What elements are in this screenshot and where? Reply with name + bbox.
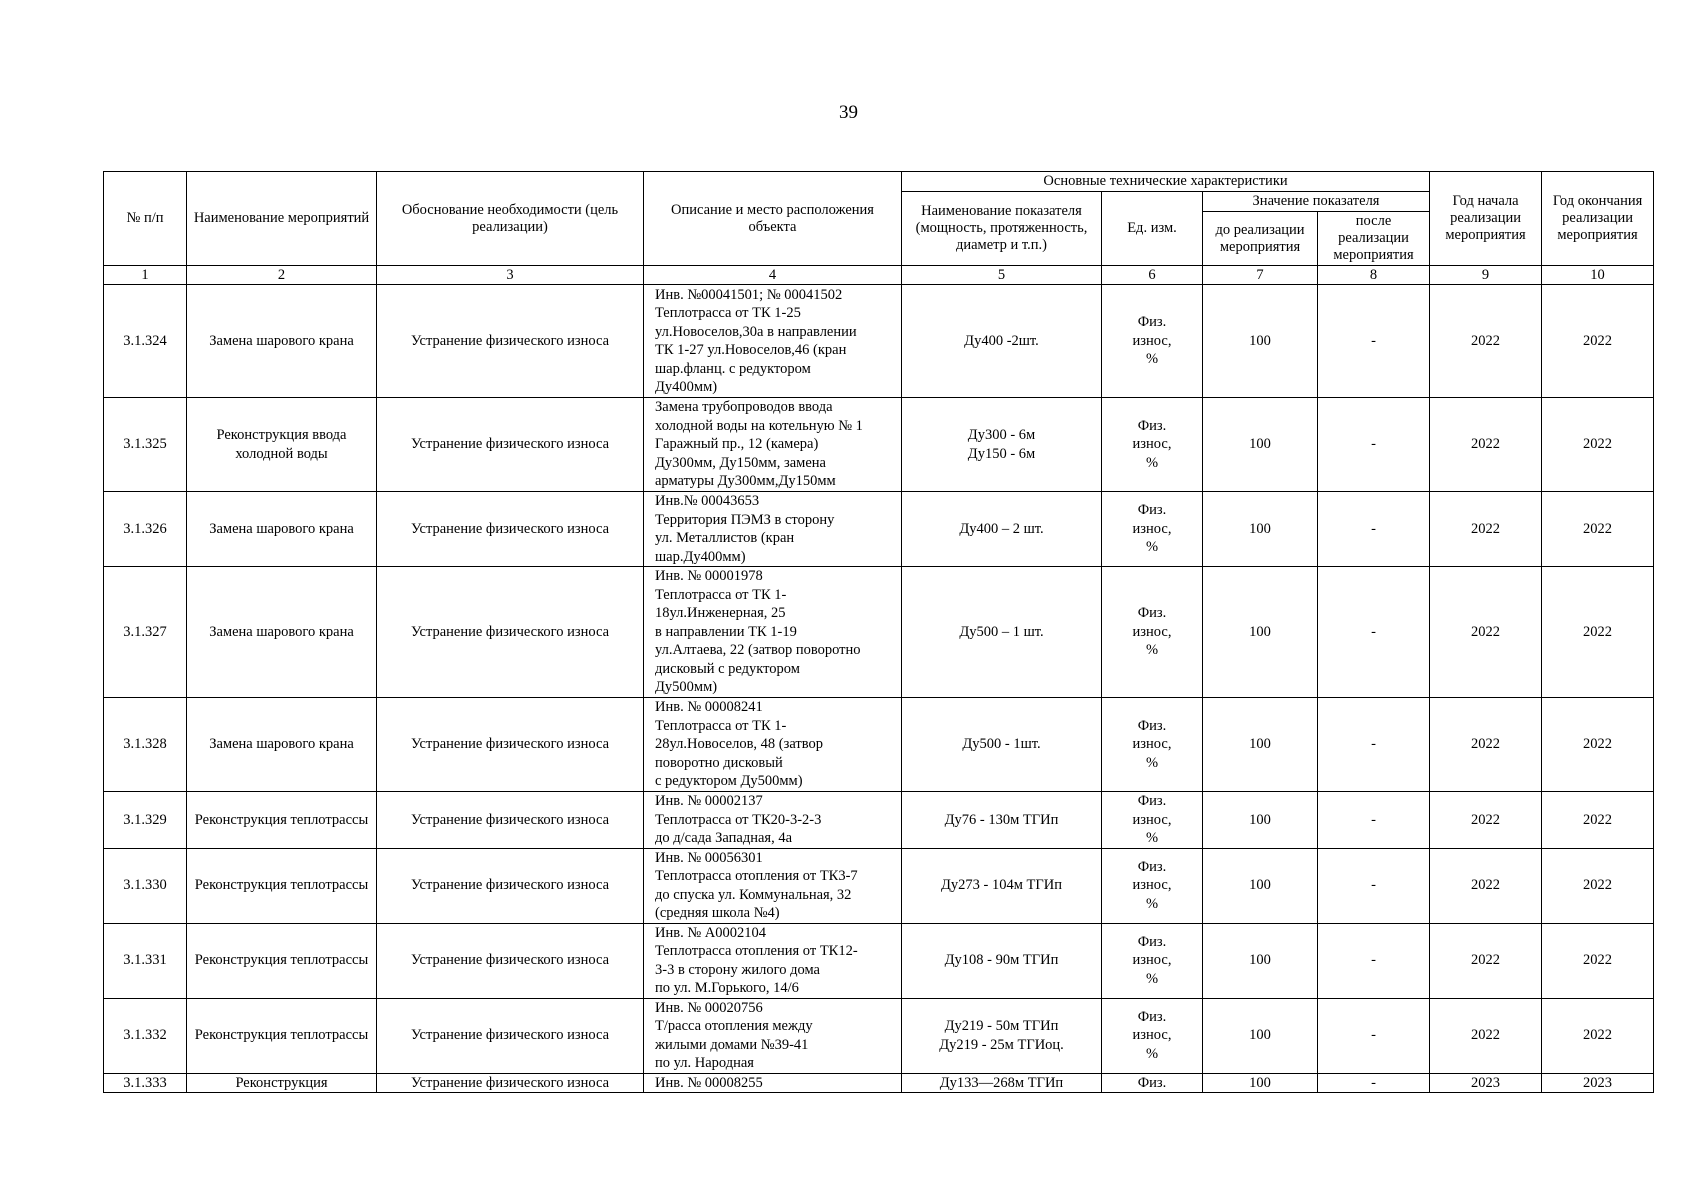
cell-description: Замена трубопроводов ввода холодной воды на котельную № 1 Гаражный пр., 12 (камера) Ду300мм, Ду150мм, замена арматуры Ду300мм,Ду150мм <box>644 398 902 492</box>
cell-indicator: Ду300 - 6м Ду150 - 6м <box>902 398 1102 492</box>
cell-year-start: 2022 <box>1430 492 1542 567</box>
cell-description: Инв. № 00056301 Теплотрасса отопления от ТК3-7 до спуска ул. Коммунальная, 32 (средняя школа №4) <box>644 848 902 923</box>
cell-year-start: 2022 <box>1430 923 1542 998</box>
cell-reason: Устранение физического износа <box>377 285 644 398</box>
cell-measure-name: Реконструкция теплотрассы <box>187 923 377 998</box>
table-row <box>104 398 1654 492</box>
cell-description: Инв.№ 00043653 Территория ПЭМЗ в сторону ул. Металлистов (кран шар.Ду400мм) <box>644 492 902 567</box>
cell-year-end: 2022 <box>1542 698 1654 792</box>
cell-description: Инв. №00041501; № 00041502 Теплотрасса от ТК 1-25 ул.Новоселов,30а в направлении ТК 1-27 ул.Новоселов,46 (кран шар.фланц. с редуктором Ду400мм) <box>644 285 902 398</box>
cell-row-number: 3.1.325 <box>104 398 187 492</box>
cell-value-before: 100 <box>1203 792 1318 849</box>
cell-unit: Физ. износ, % <box>1102 398 1203 492</box>
cell-measure-name: Реконструкция теплотрассы <box>187 848 377 923</box>
cell-reason: Устранение физического износа <box>377 1073 644 1093</box>
cell-indicator: Ду108 - 90м ТГИп <box>902 923 1102 998</box>
measures-table <box>103 171 1654 1093</box>
cell-reason: Устранение физического износа <box>377 792 644 849</box>
cell-reason: Устранение физического износа <box>377 998 644 1073</box>
cell-year-start: 2022 <box>1430 848 1542 923</box>
cell-year-end: 2022 <box>1542 848 1654 923</box>
table-row <box>104 1073 1654 1093</box>
cell-measure-name: Реконструкция ввода холодной воды <box>187 398 377 492</box>
column-number: 10 <box>1542 266 1654 285</box>
cell-year-end: 2022 <box>1542 492 1654 567</box>
cell-row-number: 3.1.330 <box>104 848 187 923</box>
cell-value-after: - <box>1318 698 1430 792</box>
cell-value-before: 100 <box>1203 492 1318 567</box>
cell-indicator: Ду273 - 104м ТГИп <box>902 848 1102 923</box>
cell-row-number: 3.1.326 <box>104 492 187 567</box>
cell-unit: Физ. износ, % <box>1102 492 1203 567</box>
column-number: 2 <box>187 266 377 285</box>
cell-value-after: - <box>1318 923 1430 998</box>
column-number: 8 <box>1318 266 1430 285</box>
cell-year-end: 2022 <box>1542 285 1654 398</box>
cell-row-number: 3.1.327 <box>104 567 187 698</box>
header-name: Наименование мероприятий <box>187 172 377 266</box>
cell-unit: Физ. <box>1102 1073 1203 1093</box>
cell-measure-name: Замена шарового крана <box>187 567 377 698</box>
page-number: 39 <box>839 102 858 123</box>
column-number: 3 <box>377 266 644 285</box>
cell-row-number: 3.1.329 <box>104 792 187 849</box>
cell-year-end: 2022 <box>1542 792 1654 849</box>
header-description: Описание и место расположения объекта <box>644 172 902 266</box>
header-num: № п/п <box>104 172 187 266</box>
cell-year-start: 2022 <box>1430 698 1542 792</box>
cell-description: Инв. № 00001978 Теплотрасса от ТК 1- 18ул.Инженерная, 25 в направлении ТК 1-19 ул.Алтаева, 22 (затвор поворотно дисковый с редуктором Ду500мм) <box>644 567 902 698</box>
cell-description: Инв. № 00020756 Т/расса отопления между жилыми домами №39-41 по ул. Народная <box>644 998 902 1073</box>
table-container <box>103 171 1643 1097</box>
cell-year-end: 2022 <box>1542 398 1654 492</box>
cell-year-end: 2022 <box>1542 923 1654 998</box>
table-row <box>104 998 1654 1073</box>
cell-value-before: 100 <box>1203 998 1318 1073</box>
cell-unit: Физ. износ, % <box>1102 923 1203 998</box>
cell-unit: Физ. износ, % <box>1102 567 1203 698</box>
cell-indicator: Ду219 - 50м ТГИп Ду219 - 25м ТГИоц. <box>902 998 1102 1073</box>
header-year-start: Год начала реализации мероприятия <box>1430 172 1542 266</box>
cell-indicator: Ду400 – 2 шт. <box>902 492 1102 567</box>
table-body <box>104 285 1654 1093</box>
table-row <box>104 698 1654 792</box>
header-unit: Ед. изм. <box>1102 192 1203 266</box>
cell-unit: Физ. износ, % <box>1102 998 1203 1073</box>
table-row <box>104 923 1654 998</box>
cell-value-after: - <box>1318 492 1430 567</box>
table-row <box>104 567 1654 698</box>
cell-indicator: Ду133—268м ТГИп <box>902 1073 1102 1093</box>
cell-row-number: 3.1.331 <box>104 923 187 998</box>
cell-indicator: Ду400 -2шт. <box>902 285 1102 398</box>
cell-row-number: 3.1.332 <box>104 998 187 1073</box>
cell-value-before: 100 <box>1203 698 1318 792</box>
cell-description: Инв. № 00008255 <box>644 1073 902 1093</box>
table-row <box>104 285 1654 398</box>
cell-reason: Устранение физического износа <box>377 848 644 923</box>
column-number: 7 <box>1203 266 1318 285</box>
cell-description: Инв. № А0002104 Теплотрасса отопления от ТК12- 3-3 в сторону жилого дома по ул. М.Горького, 14/6 <box>644 923 902 998</box>
cell-value-after: - <box>1318 998 1430 1073</box>
cell-reason: Устранение физического износа <box>377 398 644 492</box>
column-number: 5 <box>902 266 1102 285</box>
cell-description: Инв. № 00002137 Теплотрасса от ТК20-3-2-3 до д/сада Западная, 4а <box>644 792 902 849</box>
cell-indicator: Ду500 - 1шт. <box>902 698 1102 792</box>
cell-value-before: 100 <box>1203 923 1318 998</box>
cell-year-end: 2022 <box>1542 998 1654 1073</box>
cell-value-before: 100 <box>1203 398 1318 492</box>
cell-unit: Физ. износ, % <box>1102 848 1203 923</box>
cell-year-start: 2022 <box>1430 792 1542 849</box>
header-year-end: Год окончания реализации мероприятия <box>1542 172 1654 266</box>
cell-unit: Физ. износ, % <box>1102 285 1203 398</box>
cell-indicator: Ду500 – 1 шт. <box>902 567 1102 698</box>
header-reason: Обоснование необходимости (цель реализации) <box>377 172 644 266</box>
column-number: 6 <box>1102 266 1203 285</box>
cell-year-start: 2022 <box>1430 398 1542 492</box>
cell-reason: Устранение физического износа <box>377 567 644 698</box>
cell-measure-name: Реконструкция теплотрассы <box>187 998 377 1073</box>
cell-value-after: - <box>1318 792 1430 849</box>
cell-value-after: - <box>1318 285 1430 398</box>
column-number: 1 <box>104 266 187 285</box>
cell-value-before: 100 <box>1203 848 1318 923</box>
header-tech-characteristics: Основные технические характеристики <box>902 172 1430 192</box>
header-after: после реализации мероприятия <box>1318 212 1430 266</box>
header-indicator-value: Значение показателя <box>1203 192 1430 212</box>
cell-year-start: 2022 <box>1430 567 1542 698</box>
cell-value-after: - <box>1318 567 1430 698</box>
cell-value-after: - <box>1318 1073 1430 1093</box>
cell-value-after: - <box>1318 848 1430 923</box>
cell-reason: Устранение физического износа <box>377 492 644 567</box>
cell-row-number: 3.1.328 <box>104 698 187 792</box>
cell-row-number: 3.1.333 <box>104 1073 187 1093</box>
cell-year-start: 2023 <box>1430 1073 1542 1093</box>
cell-unit: Физ. износ, % <box>1102 698 1203 792</box>
cell-reason: Устранение физического износа <box>377 923 644 998</box>
cell-value-before: 100 <box>1203 567 1318 698</box>
column-number: 4 <box>644 266 902 285</box>
cell-measure-name: Реконструкция теплотрассы <box>187 792 377 849</box>
cell-indicator: Ду76 - 130м ТГИп <box>902 792 1102 849</box>
cell-measure-name: Реконструкция <box>187 1073 377 1093</box>
cell-year-start: 2022 <box>1430 998 1542 1073</box>
table-row <box>104 848 1654 923</box>
cell-measure-name: Замена шарового крана <box>187 492 377 567</box>
cell-description: Инв. № 00008241 Теплотрасса от ТК 1- 28ул.Новоселов, 48 (затвор поворотно дисковый с редуктором Ду500мм) <box>644 698 902 792</box>
cell-unit: Физ. износ, % <box>1102 792 1203 849</box>
table-row <box>104 792 1654 849</box>
header-before: до реализации мероприятия <box>1203 212 1318 266</box>
cell-value-before: 100 <box>1203 1073 1318 1093</box>
cell-year-start: 2022 <box>1430 285 1542 398</box>
cell-year-end: 2022 <box>1542 567 1654 698</box>
cell-measure-name: Замена шарового крана <box>187 698 377 792</box>
cell-year-end: 2023 <box>1542 1073 1654 1093</box>
cell-row-number: 3.1.324 <box>104 285 187 398</box>
column-number: 9 <box>1430 266 1542 285</box>
table-row <box>104 492 1654 567</box>
cell-measure-name: Замена шарового крана <box>187 285 377 398</box>
header-indicator-name: Наименование показателя (мощность, протяженность, диаметр и т.п.) <box>902 192 1102 266</box>
cell-value-before: 100 <box>1203 285 1318 398</box>
cell-reason: Устранение физического износа <box>377 698 644 792</box>
cell-value-after: - <box>1318 398 1430 492</box>
